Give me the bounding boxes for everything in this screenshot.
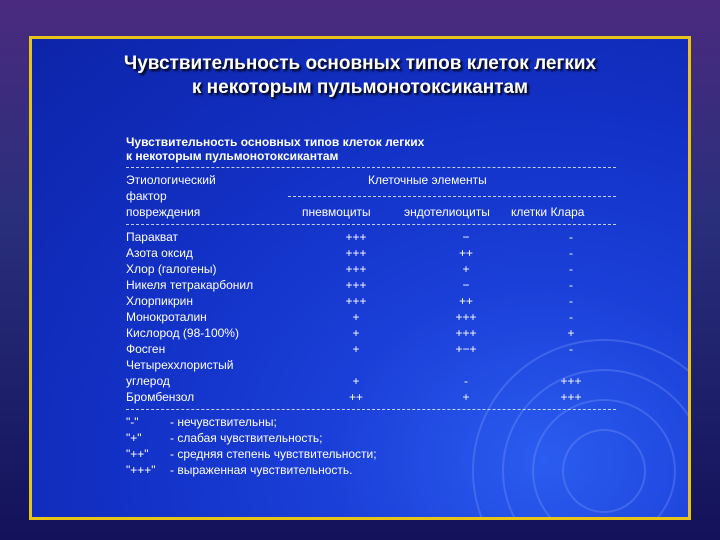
factor-name: Четыреххлористый: [126, 358, 234, 372]
factor-name: углерод: [126, 374, 170, 388]
pneumocytes-value: ++: [348, 390, 363, 404]
pneumocytes-value: +: [352, 310, 360, 324]
legend-item: [126, 414, 616, 430]
pneumocytes-value: +++: [345, 262, 367, 276]
header-factor-line2: фактор: [126, 189, 167, 203]
header-col-endotheliocytes: эндотелиоциты: [404, 205, 490, 219]
legend-desc: - выраженная чувствительность.: [170, 463, 353, 477]
pneumocytes-value: +: [352, 374, 360, 388]
endotheliocytes-value: +++: [455, 310, 477, 324]
clara-cells-value: -: [569, 262, 573, 276]
legend-key: "-": [126, 415, 139, 429]
legend-item: [126, 462, 616, 478]
clara-cells-value: -: [569, 278, 573, 292]
header-col-clara-cells: клетки Клара: [511, 205, 585, 219]
endotheliocytes-value: +: [462, 262, 470, 276]
slide: [29, 36, 691, 520]
table-row: [126, 389, 616, 405]
clara-cells-value: -: [569, 342, 573, 356]
legend-item: [126, 446, 616, 462]
pneumocytes-value: +++: [345, 278, 367, 292]
endotheliocytes-value: -: [464, 374, 468, 388]
group-divider: [288, 196, 616, 197]
endotheliocytes-value: −: [462, 230, 470, 244]
clara-cells-value: -: [569, 230, 573, 244]
factor-name: Фосген: [126, 342, 166, 356]
divider: [126, 409, 616, 410]
header-factor-line3: повреждения: [126, 205, 201, 219]
table-row: [126, 309, 616, 325]
pneumocytes-value: +++: [345, 294, 367, 308]
legend-key: "+++": [126, 463, 156, 477]
header-group: Клеточные элементы: [368, 173, 487, 187]
pneumocytes-value: +++: [345, 230, 367, 244]
table-row: [126, 261, 616, 277]
factor-name: Кислород (98-100%): [126, 326, 239, 340]
factor-name: Никеля тетракарбонил: [126, 278, 254, 292]
table-row: [126, 293, 616, 309]
clara-cells-value: +++: [560, 390, 582, 404]
header-factor-line1: Этиологический: [126, 173, 216, 187]
table-row: [126, 277, 616, 293]
sensitivity-table: [126, 135, 616, 478]
header-row: [126, 204, 616, 220]
endotheliocytes-value: ++: [458, 246, 473, 260]
factor-name: Бромбензол: [126, 390, 195, 404]
factor-name: Азота оксид: [126, 246, 193, 260]
factor-name: Монокроталин: [126, 310, 207, 324]
divider: [126, 167, 616, 168]
clara-cells-value: -: [569, 246, 573, 260]
endotheliocytes-value: +: [462, 390, 470, 404]
table-row: [126, 341, 616, 357]
header-row: [126, 172, 616, 188]
table-row: [126, 373, 616, 389]
table-row: [126, 245, 616, 261]
legend-desc: - средняя степень чувствительности;: [170, 447, 377, 461]
clara-cells-value: -: [569, 294, 573, 308]
clara-cells-value: +: [567, 326, 575, 340]
clara-cells-value: +++: [560, 374, 582, 388]
header-row: [126, 188, 616, 204]
header-col-pneumocytes: пневмоциты: [302, 205, 371, 219]
table-subtitle-line1: Чувствительность основных типов клеток легких: [126, 135, 425, 149]
table-row: [126, 357, 616, 373]
endotheliocytes-value: +−+: [455, 342, 477, 356]
endotheliocytes-value: +++: [455, 326, 477, 340]
legend-desc: - слабая чувствительность;: [170, 431, 323, 445]
legend-item: [126, 430, 616, 446]
table-row: [126, 325, 616, 341]
table-row: [126, 229, 616, 245]
pneumocytes-value: +: [352, 342, 360, 356]
legend-desc: - нечувствительны;: [170, 415, 277, 429]
endotheliocytes-value: −: [462, 278, 470, 292]
divider: [126, 224, 616, 225]
legend-key: "++": [126, 447, 149, 461]
legend: [126, 414, 616, 478]
pneumocytes-value: +: [352, 326, 360, 340]
factor-name: Хлор (галогены): [126, 262, 217, 276]
endotheliocytes-value: ++: [458, 294, 473, 308]
slide-title-line1: Чувствительность основных типов клеток легких: [123, 53, 597, 74]
pneumocytes-value: +++: [345, 246, 367, 260]
factor-name: Паракват: [126, 230, 179, 244]
slide-title-line2: к некоторым пульмонотоксикантам: [191, 77, 529, 98]
table-subtitle-line2: к некоторым пульмонотоксикантам: [126, 149, 339, 163]
legend-key: "+": [126, 431, 142, 445]
factor-name: Хлорпикрин: [126, 294, 193, 308]
clara-cells-value: -: [569, 310, 573, 324]
slide-title: [32, 52, 688, 100]
